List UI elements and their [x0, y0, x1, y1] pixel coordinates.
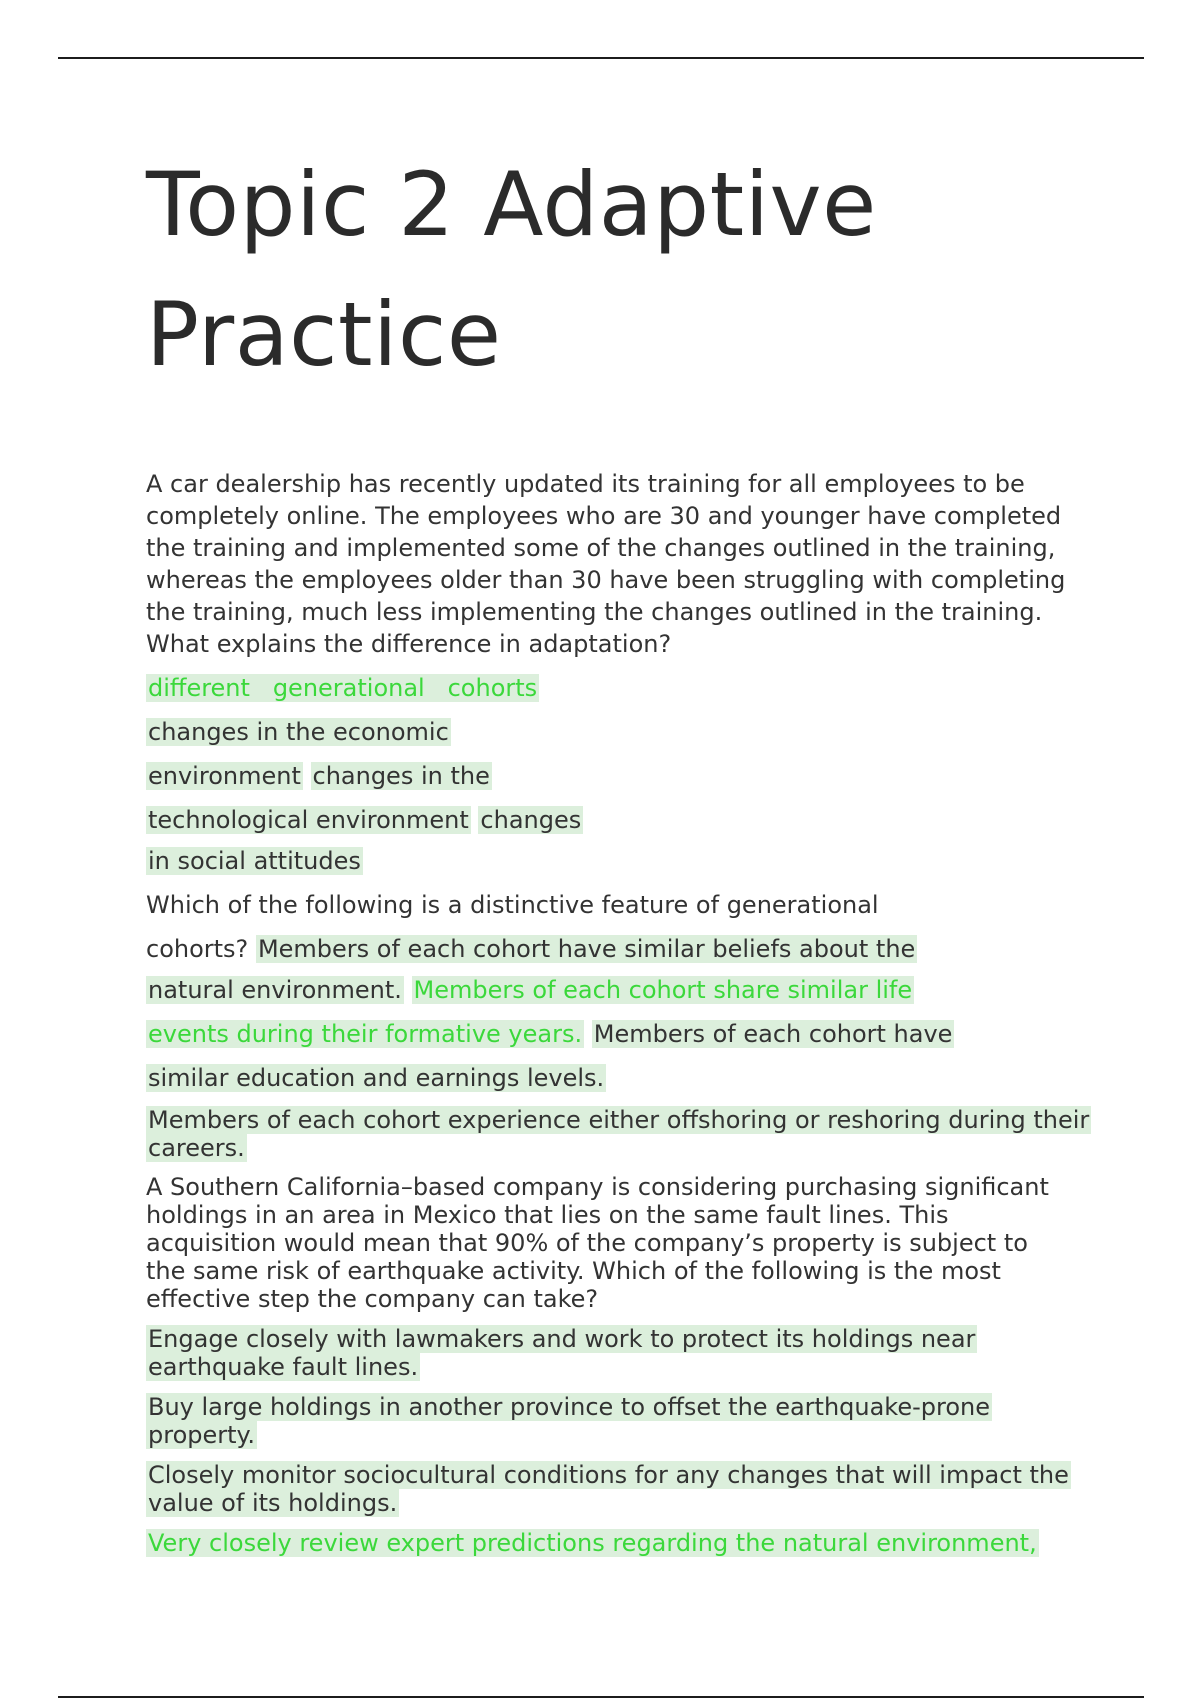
q1-line-1: A car dealership has recently updated its training for all employees to be	[146, 470, 1025, 498]
q3-option-d	[146, 1529, 1116, 1557]
q3-line-3: acquisition would mean that 90% of the company’s property is subject to	[146, 1229, 1028, 1257]
q3-option-c-line-2: value of its holdings.	[148, 1489, 398, 1517]
q2-correct-answer: events during their formative years.	[148, 1020, 583, 1048]
q2-correct-answer: Members of each cohort share similar life	[413, 976, 913, 1004]
q1-option-text: technological environment	[148, 806, 469, 834]
q2-row-5	[146, 1062, 1116, 1094]
q3-line-5: effective step the company can take?	[146, 1285, 599, 1313]
q2-option-d-line-1: Members of each cohort experience either offshoring or reshoring during their	[148, 1106, 1090, 1134]
q3-option-a	[146, 1325, 1116, 1381]
top-rule	[58, 57, 1144, 59]
q2-option-d	[146, 1106, 1116, 1162]
bottom-rule	[58, 1696, 1144, 1698]
q2-stem-text: Which of the following is a distinctive feature of generational	[146, 891, 879, 919]
page-title	[146, 140, 1116, 400]
document-body	[146, 140, 1116, 1557]
q2-row-4	[146, 1018, 1116, 1050]
q1-option-text: changes	[480, 806, 582, 834]
q2-option-c: Members of each cohort have	[593, 1020, 953, 1048]
q1-line-5: the training, much less implementing the changes outlined in the training.	[146, 598, 1043, 626]
q1-line-2: completely online. The employees who are 30 and younger have completed	[146, 502, 1062, 530]
q2-stem-line-1	[146, 889, 1116, 921]
q1-correct-answer: different generational cohorts	[148, 674, 538, 702]
title-line-1: Topic 2 Adaptive	[146, 153, 877, 256]
q2-row-2	[146, 933, 1116, 965]
q1-option-text: in social attitudes	[148, 847, 361, 875]
q2-option-a: natural environment.	[148, 976, 402, 1004]
q3-option-b-line-1: Buy large holdings in another province to offset the earthquake-prone	[148, 1393, 991, 1421]
q3-correct-answer: Very closely review expert predictions regarding the natural environment,	[148, 1529, 1037, 1557]
q1-option-row-1	[146, 672, 1116, 704]
title-line-2: Practice	[146, 283, 502, 386]
q1-option-row-2	[146, 716, 1116, 748]
q3-option-c	[146, 1461, 1116, 1517]
q3-line-2: holdings in an area in Mexico that lies on the same fault lines. This	[146, 1201, 949, 1229]
q1-option-text: changes in the economic	[148, 718, 449, 746]
q2-option-c: similar education and earnings levels.	[148, 1064, 605, 1092]
q3-option-a-line-2: earthquake fault lines.	[148, 1353, 419, 1381]
q1-option-row-3	[146, 760, 1116, 792]
q1-option-row-4	[146, 804, 1116, 836]
q2-option-a: Members of each cohort have similar beliefs about the	[257, 935, 916, 963]
q3-line-4: the same risk of earthquake activity. Which of the following is the most	[146, 1257, 1001, 1285]
q3-option-a-line-1: Engage closely with lawmakers and work to protect its holdings near	[148, 1325, 976, 1353]
q2-row-3	[146, 974, 1116, 1006]
q3-line-1: A Southern California–based company is considering purchasing significant	[146, 1173, 1049, 1201]
q1-option-text: environment	[148, 762, 301, 790]
q1-option-text: changes in the	[312, 762, 490, 790]
question-3-stem	[146, 1173, 1116, 1313]
q1-line-4: whereas the employees older than 30 have been struggling with completing	[146, 566, 1066, 594]
q2-stem-text: cohorts?	[146, 935, 249, 963]
q1-line-3: the training and implemented some of the changes outlined in the training,	[146, 534, 1056, 562]
question-1-stem	[146, 468, 1116, 660]
q2-option-d-line-2: careers.	[148, 1134, 245, 1162]
q3-option-b-line-2: property.	[148, 1421, 255, 1449]
q3-option-b	[146, 1393, 1116, 1449]
q1-option-row-5	[146, 845, 1116, 877]
q1-line-6: What explains the difference in adaptation?	[146, 630, 672, 658]
q3-option-c-line-1: Closely monitor sociocultural conditions for any changes that will impact the	[148, 1461, 1069, 1489]
